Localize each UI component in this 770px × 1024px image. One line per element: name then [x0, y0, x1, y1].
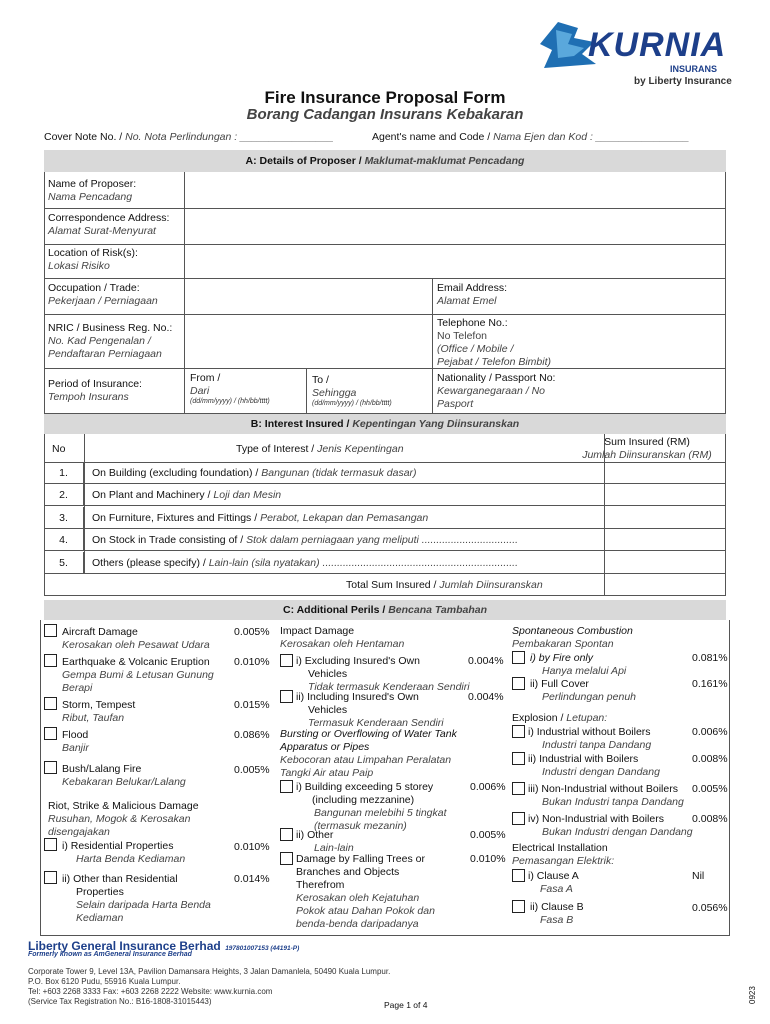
row-sum-input[interactable]	[604, 529, 726, 550]
falling-trees-rate: 0.010%	[470, 853, 506, 865]
row-description: On Stock in Trade consisting of / Stok dalam perniagaan yang meliputi .................................	[92, 534, 519, 546]
row-sum-input[interactable]	[604, 507, 726, 528]
explosion-2-checkbox[interactable]	[512, 752, 525, 765]
impact-incl-rate: 0.004%	[468, 691, 504, 703]
riot-label: Riot, Strike & Malicious Damage Rusuhan, Mogok & Kerosakan disengajakan	[48, 800, 199, 838]
explosion-4-checkbox[interactable]	[512, 812, 525, 825]
earthquake-rate: 0.010%	[234, 656, 270, 668]
peril-explosion-3[interactable]: iii) Non-Industrial without Boilers Bukan Industri tanpa Dandang	[512, 782, 525, 795]
section-a-header: A: Details of Proposer / Maklumat-maklumat Pencadang	[44, 150, 726, 172]
footer-address: Corporate Tower 9, Level 13A, Pavilion Damansara Heights, 3 Jalan Damanlela, 50490 Kuala Lumpur. P.O. Box 6120 Pudu, 55916 Kuala Lumpur. Tel: +603 2268 3333 Fax: +603 2268 2222 Website: www.kurnia.com (Service Tax Registration No.: B16-1808-31015443)	[28, 967, 391, 1006]
flood-checkbox[interactable]	[44, 727, 57, 740]
non-residential-rate: 0.014%	[234, 873, 270, 885]
peril-flood[interactable]: Flood Banjir	[44, 727, 57, 740]
peril-explosion-4[interactable]: iv) Non-Industrial with Boilers Bukan Industri dengan Dandang	[512, 812, 525, 825]
peril-impact-incl[interactable]: ii) Including Insured's Own Vehicles Termasuk Kenderaan Sendiri	[280, 690, 293, 703]
residential-checkbox[interactable]	[44, 838, 57, 851]
col-type: Type of Interest / Jenis Kepentingan	[236, 443, 404, 455]
logo-text: KURNIA	[588, 26, 727, 64]
peril-aircraft[interactable]: Aircraft Damage Kerosakan oleh Pesawat Udara	[44, 624, 57, 637]
burst-building-checkbox[interactable]	[280, 780, 293, 793]
name-label: Name of Proposer: Nama Pencadang	[48, 178, 137, 203]
explosion-3-checkbox[interactable]	[512, 782, 525, 795]
logo-sub: INSURANS	[670, 64, 718, 74]
row-description: On Building (excluding foundation) / Bangunan (tidak termasuk dasar)	[92, 467, 417, 479]
bush-fire-checkbox[interactable]	[44, 761, 57, 774]
impact-excl-checkbox[interactable]	[280, 654, 293, 667]
address-label: Correspondence Address: Alamat Surat-Menyurat	[48, 212, 170, 237]
location-label: Location of Risk(s): Lokasi Risiko	[48, 247, 138, 272]
address-input[interactable]	[186, 210, 724, 242]
storm-checkbox[interactable]	[44, 697, 57, 710]
earthquake-checkbox[interactable]	[44, 654, 57, 667]
peril-earthquake[interactable]: Earthquake & Volcanic Eruption Gempa Bumi & Letusan Gunung Berapi	[44, 654, 57, 667]
peril-bush-fire[interactable]: Bush/Lalang Fire Kebakaran Belukar/Lalang	[44, 761, 57, 774]
from-field[interactable]: From / Dari (dd/mm/yyyy) / (hh/bb/tttt)	[190, 372, 270, 405]
email-label: Email Address: Alamat Emel	[437, 282, 508, 307]
footer-company: Liberty General Insurance Berhad 197801007153 (44191-P)	[28, 939, 300, 953]
row-description: On Plant and Machinery / Loji dan Mesin	[92, 489, 282, 501]
table-row	[44, 507, 726, 529]
row-number: 3.	[44, 507, 84, 528]
row-number: 2.	[44, 484, 84, 505]
peril-fire-only[interactable]: i) by Fire only Hanya melalui Api	[512, 651, 525, 664]
impact-excl-rate: 0.004%	[468, 655, 504, 667]
peril-explosion-2[interactable]: ii) Industrial with Boilers Industri dengan Dandang	[512, 752, 525, 765]
peril-full-cover[interactable]: ii) Full Cover Perlindungan penuh	[512, 677, 525, 690]
to-field[interactable]: To / Sehingga (dd/mm/yyyy) / (hh/bb/tttt)	[312, 374, 392, 407]
burst-other-checkbox[interactable]	[280, 828, 293, 841]
bush-fire-rate: 0.005%	[234, 764, 270, 776]
falling-trees-checkbox[interactable]	[280, 852, 293, 865]
peril-impact-excl[interactable]: i) Excluding Insured's Own Vehicles Tidak termasuk Kenderaan Sendiri	[280, 654, 293, 667]
col-sum: Sum Insured (RM) Jumlah Diinsuranskan (RM)	[582, 436, 712, 461]
form-title: Fire Insurance Proposal Form	[264, 88, 506, 107]
form-code: 0923	[748, 986, 757, 1004]
row-description: On Furniture, Fixtures and Fittings / Perabot, Lekapan dan Pemasangan	[92, 512, 429, 524]
section-c-header: C: Additional Perils / Bencana Tambahan	[44, 600, 726, 620]
logo-by: by Liberty Insurance	[634, 76, 732, 87]
storm-rate: 0.015%	[234, 699, 270, 711]
clause-a-rate: Nil	[692, 870, 705, 882]
kurnia-logo	[538, 20, 738, 90]
impact-incl-checkbox[interactable]	[280, 690, 293, 703]
clause-a-checkbox[interactable]	[512, 869, 525, 882]
clause-b-rate: 0.056%	[692, 902, 728, 914]
fire-only-rate: 0.081%	[692, 652, 728, 664]
name-input[interactable]	[186, 174, 724, 206]
clause-b-checkbox[interactable]	[512, 900, 525, 913]
aircraft-rate: 0.005%	[234, 626, 270, 638]
row-sum-input[interactable]	[604, 484, 726, 505]
total-sum-label: Total Sum Insured / Jumlah Diinsuranskan	[346, 579, 543, 591]
row-sum-input[interactable]	[604, 462, 726, 483]
nric-label: NRIC / Business Reg. No.: No. Kad Pengenalan / Pendaftaran Perniagaan	[48, 322, 173, 360]
occupation-label: Occupation / Trade: Pekerjaan / Perniagaan	[48, 282, 158, 307]
explosion-4-rate: 0.008%	[692, 813, 728, 825]
peril-clause-a[interactable]: i) Clause A Fasa A	[512, 869, 525, 882]
explosion-2-rate: 0.008%	[692, 753, 728, 765]
peril-burst-building[interactable]: i) Building exceeding 5 storey (including mezzanine) Bangunan melebihi 5 tingkat (termasuk mezanin)	[280, 780, 293, 793]
table-row	[44, 462, 726, 484]
row-description: Others (please specify) / Lain-lain (sila nyatakan) ...................................................................	[92, 557, 518, 569]
bursting-label: Bursting or Overflowing of Water Tank Apparatus or Pipes Kebocoran atau Limpahan Peralatan Tangki Air atau Paip	[280, 728, 457, 779]
agent-field[interactable]: Agent's name and Code / Nama Ejen dan Kod : ________________	[372, 131, 690, 143]
row-number: 1.	[44, 462, 84, 483]
row-number: 4.	[44, 529, 84, 550]
col-no: No	[52, 443, 66, 455]
impact-label: Impact Damage Kerosakan oleh Hentaman	[280, 625, 405, 650]
aircraft-checkbox[interactable]	[44, 624, 57, 637]
non-residential-checkbox[interactable]	[44, 871, 57, 884]
peril-non-residential[interactable]: ii) Other than Residential Properties Selain daripada Harta Benda Kediaman	[44, 871, 57, 884]
row-sum-input[interactable]	[604, 552, 726, 573]
peril-residential[interactable]: i) Residential Properties Harta Benda Kediaman	[44, 838, 57, 851]
full-cover-checkbox[interactable]	[512, 677, 525, 690]
table-row	[44, 552, 726, 574]
peril-burst-other[interactable]: ii) Other Lain-lain	[280, 828, 293, 841]
burst-other-rate: 0.005%	[470, 829, 506, 841]
footer-formerly: Formerly known as AmGeneral Insurance Berhad	[28, 951, 192, 958]
burst-building-rate: 0.006%	[470, 781, 506, 793]
table-row	[44, 484, 726, 506]
flood-rate: 0.086%	[234, 729, 270, 741]
peril-explosion-1[interactable]: i) Industrial without Boilers Industri tanpa Dandang	[512, 725, 525, 738]
form-title-ms: Borang Cadangan Insurans Kebakaran	[246, 106, 524, 123]
explosion-1-rate: 0.006%	[692, 726, 728, 738]
explosion-3-rate: 0.005%	[692, 783, 728, 795]
explosion-label: Explosion / Letupan:	[512, 712, 608, 724]
total-sum-input[interactable]	[604, 574, 726, 596]
spontaneous-label: Spontaneous Combustion Pembakaran Spontan	[512, 625, 633, 650]
full-cover-rate: 0.161%	[692, 678, 728, 690]
explosion-1-checkbox[interactable]	[512, 725, 525, 738]
telephone-label: Telephone No.: No Telefon (Office / Mobile / Pejabat / Telefon Bimbit)	[437, 317, 552, 368]
page-number: Page 1 of 4	[384, 1000, 428, 1010]
nationality-label: Nationality / Passport No: Kewarganegaraan / No Pasport	[437, 372, 556, 410]
residential-rate: 0.010%	[234, 841, 270, 853]
peril-storm[interactable]: Storm, Tempest Ribut, Taufan	[44, 697, 57, 710]
table-row	[44, 529, 726, 551]
peril-clause-b[interactable]: ii) Clause B Fasa B	[512, 900, 525, 913]
period-label: Period of Insurance: Tempoh Insurans	[48, 378, 142, 403]
section-b-header: B: Interest Insured / Kepentingan Yang Diinsuranskan	[44, 414, 726, 434]
location-input[interactable]	[186, 246, 724, 276]
electrical-label: Electrical Installation Pemasangan Elektrik:	[512, 842, 615, 867]
cover-note-field[interactable]: Cover Note No. / No. Nota Perlindungan : ________________	[44, 131, 334, 143]
row-number: 5.	[44, 552, 84, 573]
peril-falling-trees[interactable]: Damage by Falling Trees or Branches and Objects Therefrom Kerosakan oleh Kejatuhan Pokok atau Dahan Pokok dan benda-benda daripadanya	[280, 852, 293, 865]
fire-only-checkbox[interactable]	[512, 651, 525, 664]
